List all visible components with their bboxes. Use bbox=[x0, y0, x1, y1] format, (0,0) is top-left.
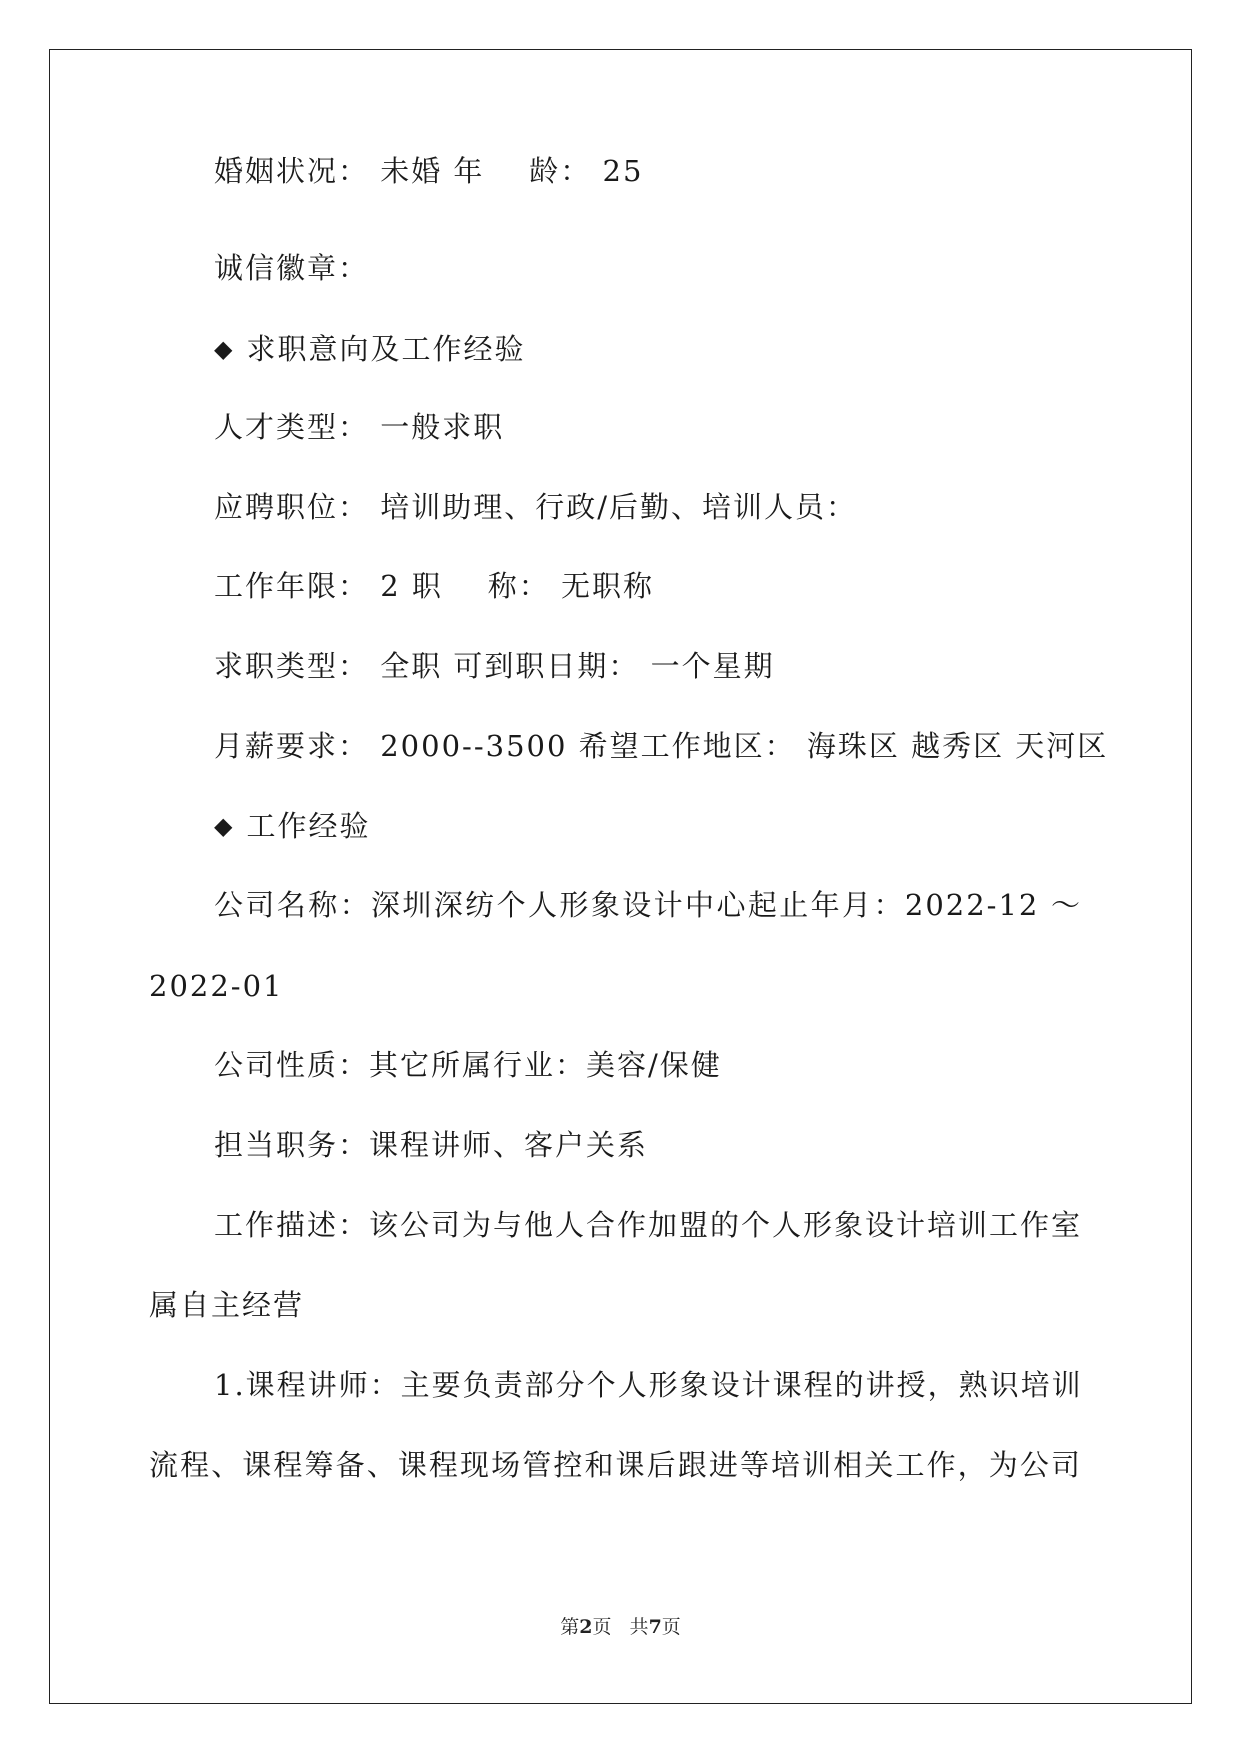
applied-position-line: 应聘职位： 培训助理、行政/后勤、培训人员： bbox=[214, 490, 857, 524]
duty-line: 担当职务：课程讲师、客户关系 bbox=[214, 1128, 649, 1162]
company-date-continuation: 2022-01 bbox=[149, 969, 284, 1003]
company-nature-line: 公司性质：其它所属行业：美容/保健 bbox=[214, 1048, 722, 1082]
section-heading-job-intention bbox=[214, 332, 526, 366]
item-1-line: 1.课程讲师：主要负责部分个人形象设计课程的讲授，熟识培训 bbox=[214, 1368, 1083, 1402]
page-footer bbox=[0, 1612, 1241, 1639]
section-heading-label: 工作经验 bbox=[246, 809, 371, 843]
footer-suffix: 页 bbox=[661, 1616, 681, 1638]
company-name-line: 公司名称：深圳深纺个人形象设计中心起止年月：2022-12 ～ bbox=[214, 888, 1082, 922]
work-years-line: 工作年限： 2 职 称： 无职称 bbox=[214, 569, 654, 603]
job-type-line: 求职类型： 全职 可到职日期： 一个星期 bbox=[214, 649, 775, 683]
diamond-bullet-icon: ◆ bbox=[214, 335, 235, 363]
section-heading-label: 求职意向及工作经验 bbox=[246, 332, 526, 366]
section-heading-work-experience bbox=[214, 809, 371, 843]
item-1-continuation: 流程、课程筹备、课程现场管控和课后跟进等培训相关工作，为公司 bbox=[149, 1448, 1082, 1482]
footer-prefix: 第 bbox=[560, 1616, 580, 1638]
work-description-continuation: 属自主经营 bbox=[149, 1288, 305, 1322]
footer-mid: 页 共 bbox=[592, 1616, 649, 1638]
salary-line: 月薪要求： 2000--3500 希望工作地区： 海珠区 越秀区 天河区 bbox=[214, 729, 1109, 763]
total-page-number: 7 bbox=[648, 1616, 662, 1638]
marital-status-line: 婚姻状况： 未婚 年 龄： 25 bbox=[214, 154, 644, 188]
diamond-bullet-icon: ◆ bbox=[214, 812, 235, 840]
current-page-number: 2 bbox=[579, 1616, 593, 1638]
integrity-badge-line: 诚信徽章： bbox=[214, 251, 370, 285]
work-description-line: 工作描述：该公司为与他人合作加盟的个人形象设计培训工作室 bbox=[214, 1208, 1083, 1242]
talent-type-line: 人才类型： 一般求职 bbox=[214, 410, 505, 444]
